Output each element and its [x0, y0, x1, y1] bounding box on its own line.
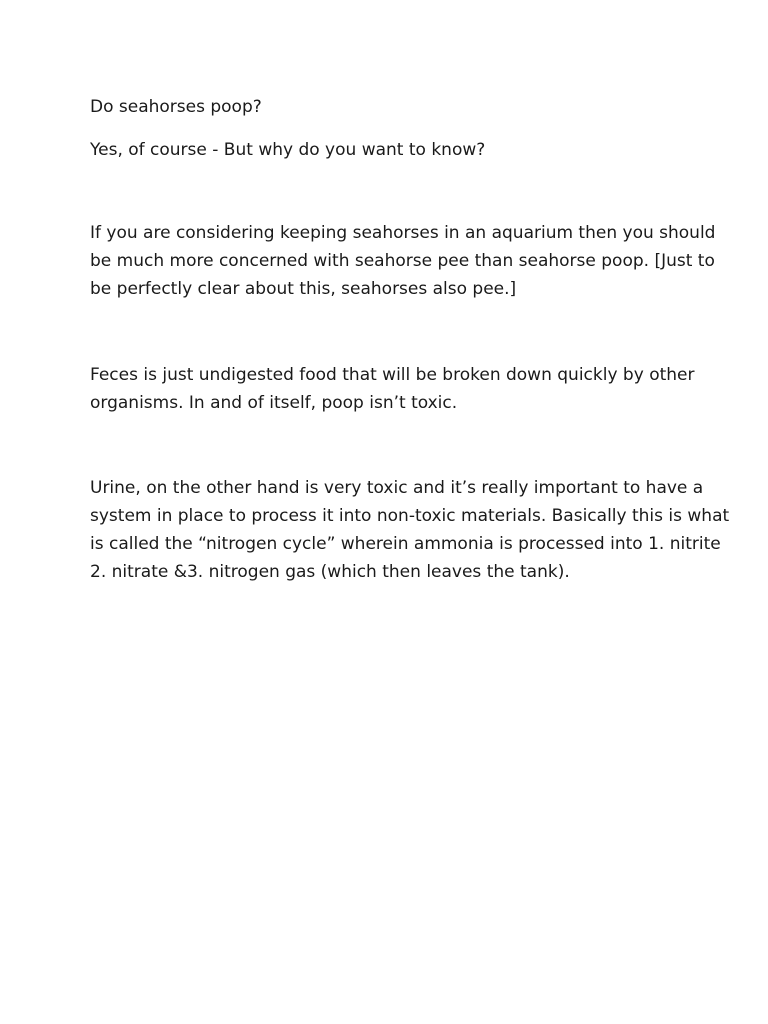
- paragraph-feces: Feces is just undigested food that will be broken down quickly by other organisms. In and of itself, poop isn’t toxic.: [90, 365, 695, 413]
- question-line: Do seahorses poop?: [90, 97, 262, 117]
- answer-line: Yes, of course - But why do you want to know?: [90, 140, 486, 160]
- paragraph-urine: Urine, on the other hand is very toxic and it’s really important to have a system in place to process it into non-toxic materials. Basically this is what is called the “nitrogen cycle” wherein ammonia is processed into 1. nitrite 2. nitrate &3. nitrogen gas (which then leaves the tank).: [90, 478, 730, 582]
- paragraph-aquarium: If you are considering keeping seahorses in an aquarium then you should be much more concerned with seahorse pee than seahorse poop. [Just to be perfectly clear about this, seahorses also pee.]: [90, 223, 716, 299]
